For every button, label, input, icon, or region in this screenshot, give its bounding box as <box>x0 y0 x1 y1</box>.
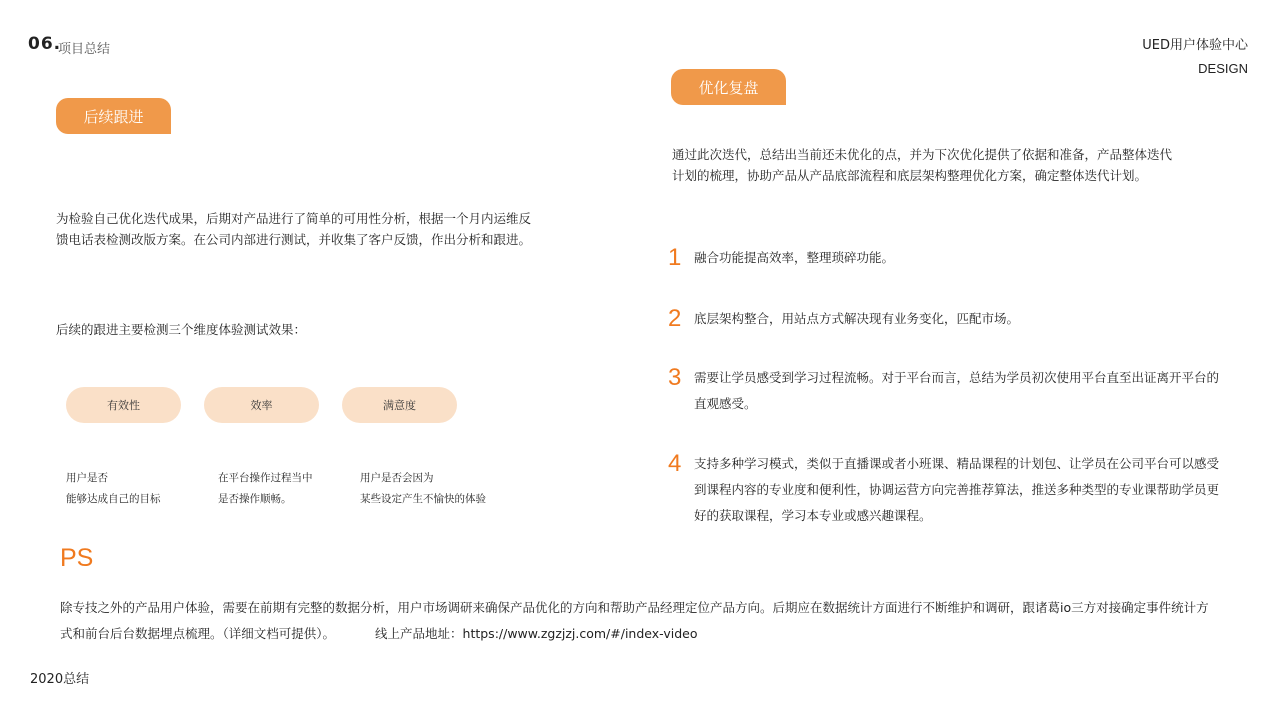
review-item <box>668 365 1228 417</box>
ps-text <box>60 595 1210 647</box>
review-item <box>668 451 1228 529</box>
review-tag: 优化复盘 <box>671 69 786 105</box>
product-url: 线上产品地址：https://www.zgzjzj.com/#/index-video <box>375 626 698 641</box>
item-number: 2 <box>668 305 682 332</box>
dimension-desc-effectiveness <box>66 468 216 510</box>
footer-label: 2020总结 <box>30 672 90 687</box>
desc-line: 某些设定产生不愉快的体验 <box>360 493 486 505</box>
follow-up-paragraph: 为检验自己优化迭代成果，后期对产品进行了简单的可用性分析，根据一个月内运维反馈电话表检测改版方案。在公司内部进行测试，并收集了客户反馈，作出分析和跟进。 <box>56 211 532 247</box>
item-text: 融合功能提高效率，整理琐碎功能。 <box>694 250 895 265</box>
dimension-pill-efficiency: 效率 <box>204 387 319 423</box>
section-title: 项目总结 <box>58 42 111 57</box>
item-text: 需要让学员感受到学习过程流畅。对于平台而言，总结为学员初次使用平台直至出证离开平台的直观感受。 <box>694 370 1220 411</box>
dimension-desc-efficiency <box>218 468 368 510</box>
item-number: 3 <box>668 364 682 391</box>
desc-line: 用户是否 <box>66 472 108 484</box>
review-intro: 通过此次迭代，总结出当前还未优化的点，并为下次优化提供了依据和准备，产品整体迭代计划的梳理，协助产品从产品底部流程和底层架构整理优化方案，确定整体迭代计划。 <box>672 147 1173 183</box>
ps-body: 除专技之外的产品用户体验，需要在前期有完整的数据分析，用户市场调研来确保产品优化的方向和帮助产品经理定位产品方向。后期应在数据统计方面进行不断维护和调研，跟诸葛io三方对接确定事件统计方式和前台后台数据埋点梳理。（详细文档可提供）。 <box>60 600 1209 641</box>
dimension-pill-effectiveness: 有效性 <box>66 387 181 423</box>
brand-name: UED用户体验中心 <box>1142 38 1248 53</box>
dimension-desc-satisfaction <box>360 468 510 510</box>
section-number: 06. <box>28 34 62 54</box>
follow-up-tag: 后续跟进 <box>56 98 171 134</box>
item-text: 底层架构整合，用站点方式解决现有业务变化，匹配市场。 <box>694 311 1020 326</box>
item-text: 支持多种学习模式，类似于直播课或者小班课、精品课程的计划包、让学员在公司平台可以感受到课程内容的专业度和便利性，协调运营方向完善推荐算法，推送多种类型的专业课帮助学员更好的获取课程，学习本专业或感兴趣课程。 <box>694 456 1220 523</box>
review-item <box>668 306 1228 332</box>
desc-line: 用户是否会因为 <box>360 472 434 484</box>
brand-subtitle: DESIGN <box>1198 61 1248 76</box>
desc-line: 在平台操作过程当中 <box>218 472 313 484</box>
desc-line: 能够达成自己的目标 <box>66 493 161 505</box>
dimension-pill-satisfaction: 满意度 <box>342 387 457 423</box>
desc-line: 是否操作顺畅。 <box>218 493 292 505</box>
item-number: 1 <box>668 244 682 271</box>
ps-title: PS <box>60 544 94 572</box>
review-item <box>668 245 1228 271</box>
item-number: 4 <box>668 450 682 477</box>
dimensions-intro: 后续的跟进主要检测三个维度体验测试效果： <box>56 322 307 337</box>
